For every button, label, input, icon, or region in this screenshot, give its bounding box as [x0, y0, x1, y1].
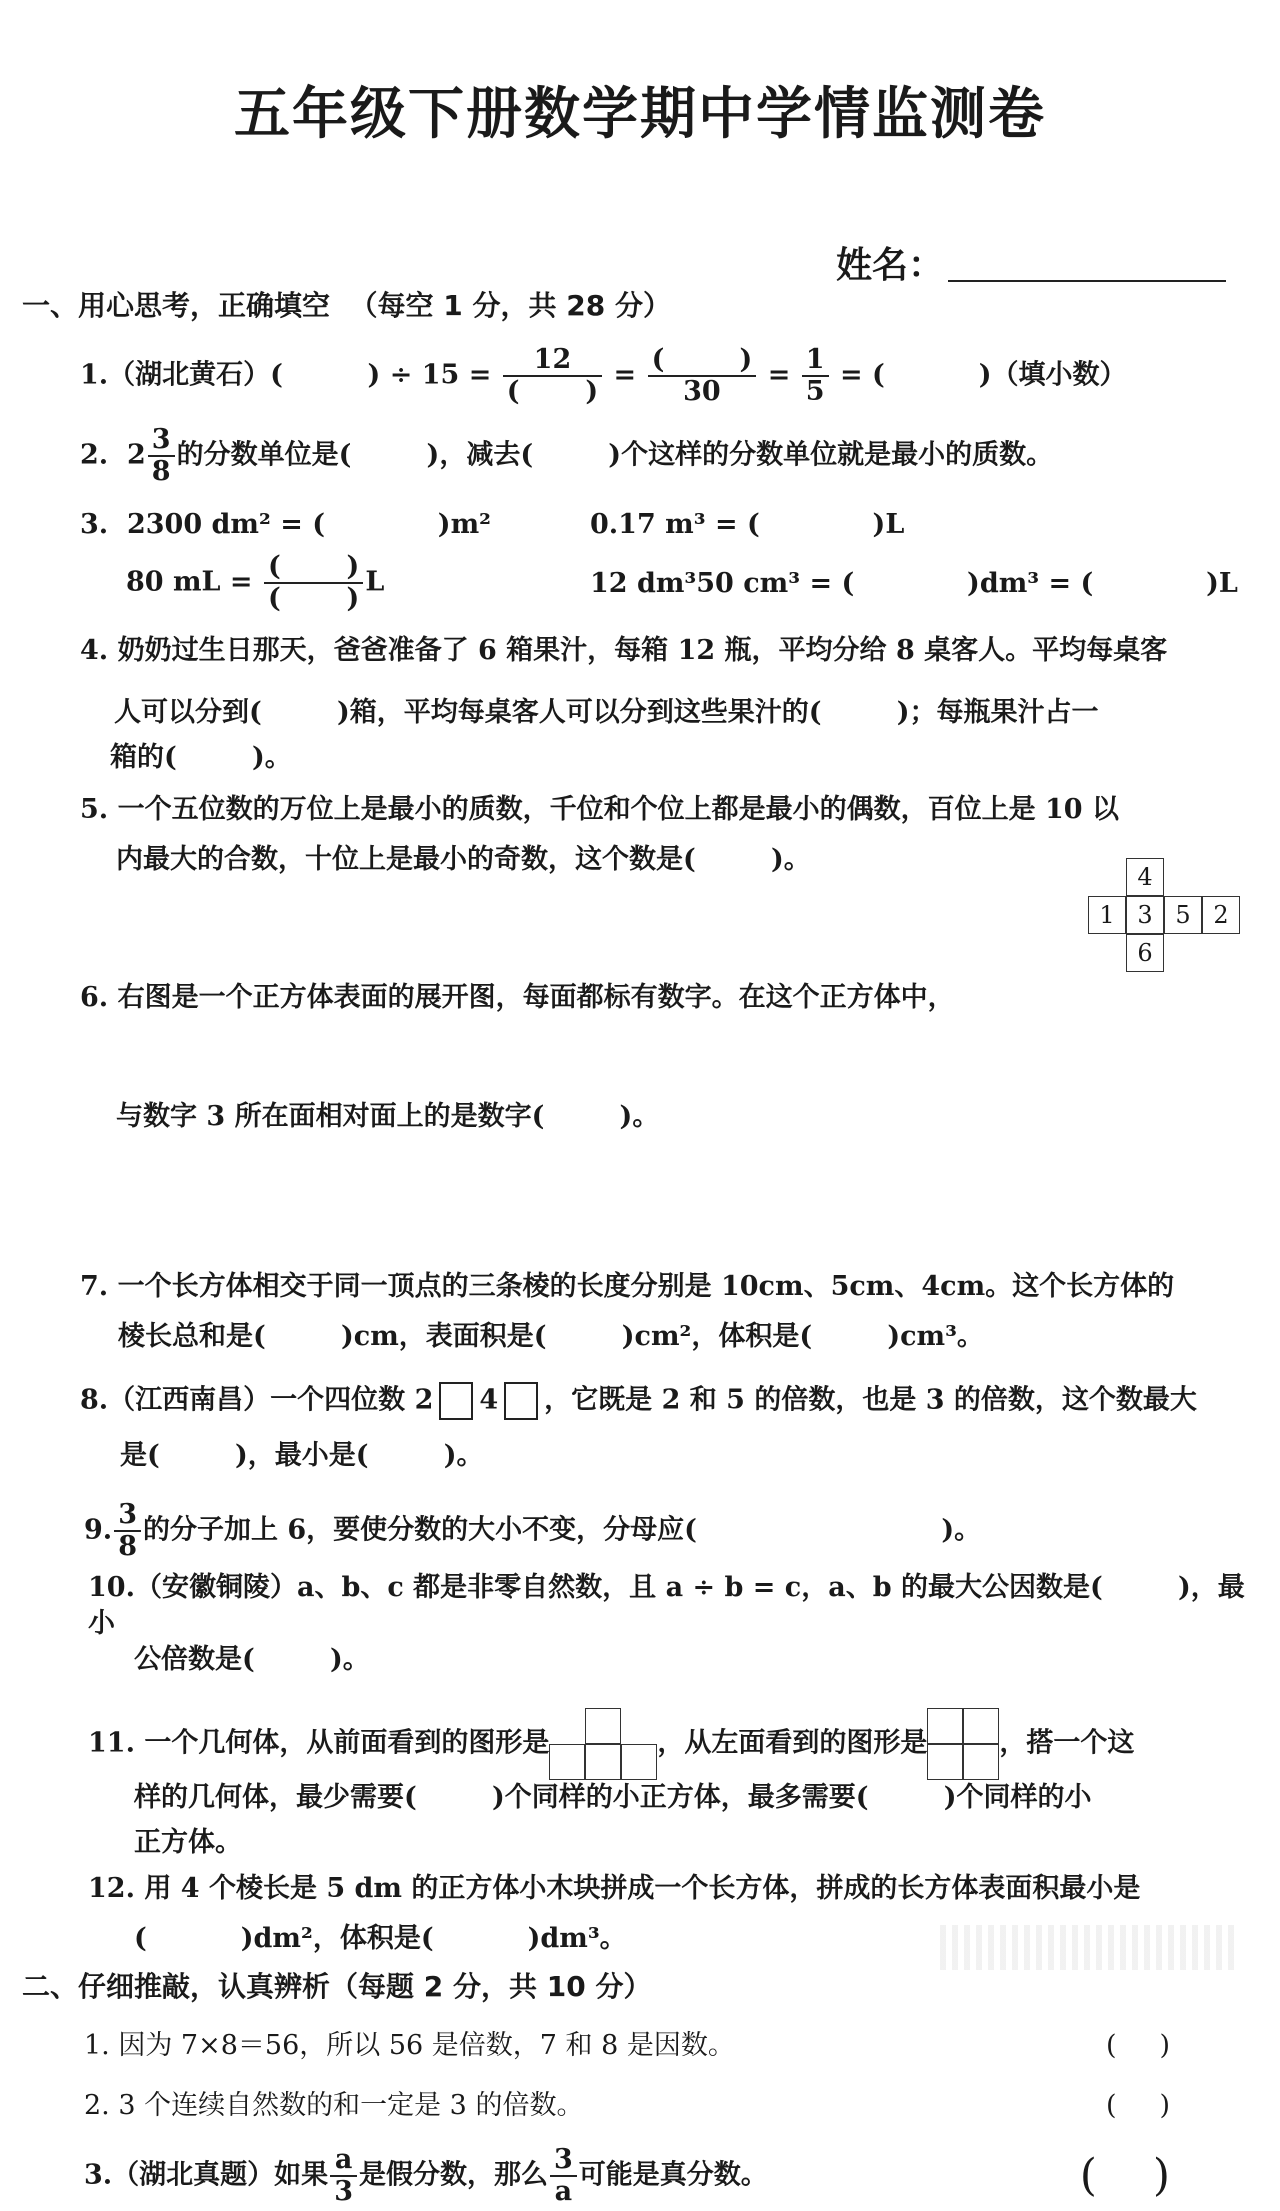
- digit-box: [439, 1382, 473, 1420]
- judge-2-row: [0, 2071, 1280, 2141]
- q3-line2: [0, 552, 1280, 633]
- question-6: [0, 863, 1280, 1269]
- q1-text: 1.（湖北黄石）( ) ÷ 15 =: [80, 359, 501, 391]
- judge-1: 1. 因为 7×8＝56，所以 56 是倍数，7 和 8 是因数。: [84, 2030, 735, 2061]
- fraction: [648, 345, 757, 407]
- equals: =: [604, 359, 646, 391]
- q3-line1a: 3. 2300 dm² = ( )m²: [80, 509, 491, 540]
- q8-text: 8.（江西南昌）一个四位数 2: [80, 1384, 434, 1416]
- judge-3-row: [0, 2141, 1280, 2211]
- fraction: [503, 345, 602, 407]
- cube-net-figure: [1088, 858, 1240, 972]
- fraction: [264, 552, 363, 614]
- numerator: 3: [114, 1500, 141, 1532]
- watermark: [940, 1925, 1240, 1970]
- q9-num: 9.: [84, 1514, 113, 1546]
- q11-line3: 正方体。: [134, 1827, 242, 1858]
- q3-line1b: 0.17 m³ = ( )L: [590, 509, 905, 540]
- q7-line2: 棱长总和是( )cm，表面积是( )cm²，体积是( )cm³。: [118, 1321, 984, 1352]
- question-8: [0, 1382, 1280, 1438]
- judge-3-blank[interactable]: ( ): [1079, 2150, 1170, 2201]
- fraction: [802, 345, 829, 407]
- q5-line1: 5. 一个五位数的万位上是最小的质数，千位和个位上都是最小的偶数，百位上是 10 以: [80, 794, 1119, 825]
- question-1: [0, 345, 1280, 425]
- q1-text-end: = ( )（填小数）: [830, 359, 1127, 391]
- numerator: ( ): [264, 552, 363, 584]
- fraction: [550, 2145, 577, 2207]
- judge-2-blank[interactable]: ( ): [1106, 2090, 1170, 2121]
- name-label: 姓名：: [836, 245, 945, 286]
- section-2-heading: 二、仔细推敲，认真辨析（每题 2 分，共 10 分）: [22, 1970, 652, 2003]
- judge-1-row: [0, 2021, 1280, 2071]
- q11-line2: 样的几何体，最少需要( )个同样的小正方体，最多需要( )个同样的小: [134, 1782, 1092, 1813]
- numerator: 3: [550, 2145, 577, 2177]
- q12-line2: ( )dm²，体积是( )dm³。: [134, 1923, 627, 1954]
- j3-text-mid: 是假分数，那么: [358, 2159, 548, 2191]
- net-cell: 4: [1126, 858, 1164, 896]
- numerator: 12: [503, 345, 602, 377]
- numerator: 3: [148, 425, 175, 457]
- digit-box: [504, 1382, 538, 1420]
- q3-line2a: [126, 552, 590, 614]
- q3-text: 80 mL =: [126, 566, 262, 598]
- denominator: a: [554, 2176, 573, 2207]
- q4-line3: 箱的( )。: [110, 742, 292, 773]
- unit: L: [365, 566, 385, 598]
- denominator: 8: [118, 1531, 137, 1562]
- q7-line1: 7. 一个长方体相交于同一顶点的三条棱的长度分别是 10cm、5cm、4cm。这个长方体的: [80, 1271, 1175, 1302]
- q5-line2: 内最大的合数，十位上是最小的奇数，这个数是( )。: [116, 844, 811, 875]
- denominator: 30: [683, 376, 721, 407]
- denominator: 5: [805, 376, 825, 407]
- denominator: 3: [334, 2176, 353, 2207]
- net-cell: 5: [1164, 896, 1202, 934]
- net-cell: 1: [1088, 896, 1126, 934]
- left-view-figure: [927, 1708, 999, 1780]
- q3-line1: [0, 498, 1280, 552]
- q3-line2b: 12 dm³50 cm³ = ( )dm³ = ( )L: [590, 568, 1238, 599]
- q11-line1-c: ，搭一个这: [999, 1727, 1135, 1759]
- section-1-heading: 一、用心思考，正确填空 （每空 1 分，共 28 分）: [22, 289, 671, 322]
- q10-line2: 公倍数是( )。: [134, 1644, 370, 1675]
- q8-digit: 4: [479, 1384, 499, 1416]
- q11-line1-b: ，从左面看到的图形是: [657, 1727, 928, 1759]
- q6-line2: 与数字 3 所在面相对面上的是数字( )。: [116, 1101, 660, 1132]
- equals: =: [758, 359, 800, 391]
- q12-line1: 12. 用 4 个棱长是 5 dm 的正方体小木块拼成一个长方体，拼成的长方体表面积最小是: [88, 1873, 1141, 1904]
- judge-2: 2. 3 个连续自然数的和一定是 3 的倍数。: [84, 2090, 584, 2121]
- net-cell: 2: [1202, 896, 1240, 934]
- denominator: ( ): [267, 583, 360, 614]
- q4-line2: 人可以分到( )箱，平均每桌客人可以分到这些果汁的( )；每瓶果汁占一: [114, 697, 1099, 728]
- j3-text: 3.（湖北真题）如果: [84, 2159, 329, 2191]
- j3-text-end: 可能是真分数。: [578, 2159, 768, 2191]
- name-input-line[interactable]: [948, 280, 1226, 282]
- denominator: 8: [151, 456, 171, 487]
- q8-line2: 是( )，最小是( )。: [120, 1440, 484, 1471]
- q8-text-end: ，它既是 2 和 5 的倍数，也是 3 的倍数，这个数最大: [544, 1384, 1197, 1416]
- judge-3: [84, 2145, 768, 2207]
- question-2: [0, 425, 1280, 498]
- q10-line1: 10.（安徽铜陵）a、b、c 都是非零自然数，且 a ÷ b = c，a、b 的最大公因数是( )，最小: [88, 1572, 1245, 1639]
- q6-line1: 6. 右图是一个正方体表面的展开图，每面都标有数字。在这个正方体中，: [80, 982, 955, 1013]
- q11-line1-a: 11. 一个几何体，从前面看到的图形是: [88, 1727, 550, 1759]
- denominator: ( ): [506, 376, 599, 407]
- front-view-figure: [549, 1708, 657, 1780]
- numerator: ( ): [648, 345, 757, 377]
- fraction: [148, 425, 175, 487]
- numerator: 1: [802, 345, 829, 377]
- q9-text: 的分子加上 6，要使分数的大小不变，分母应( )。: [142, 1514, 982, 1546]
- question-9: [0, 1500, 1280, 1570]
- q4-line1: 4. 奶奶过生日那天，爸爸准备了 6 箱果汁，每箱 12 瓶，平均分给 8 桌客人。平均每桌客: [80, 635, 1168, 666]
- net-cell: 3: [1126, 896, 1164, 934]
- question-11-line1: [0, 1708, 1280, 1780]
- q2-text: 2. 2: [80, 439, 146, 471]
- numerator: a: [330, 2145, 357, 2177]
- judge-1-blank[interactable]: ( ): [1106, 2030, 1170, 2061]
- net-cell: 6: [1126, 934, 1164, 972]
- page-title: 五年级下册数学期中学情监测卷: [234, 82, 1046, 147]
- fraction: [330, 2145, 357, 2207]
- q2-text-end: 的分数单位是( )，减去( )个这样的分数单位就是最小的质数。: [176, 439, 1054, 471]
- fraction: [114, 1500, 141, 1562]
- name-row: [0, 210, 1280, 288]
